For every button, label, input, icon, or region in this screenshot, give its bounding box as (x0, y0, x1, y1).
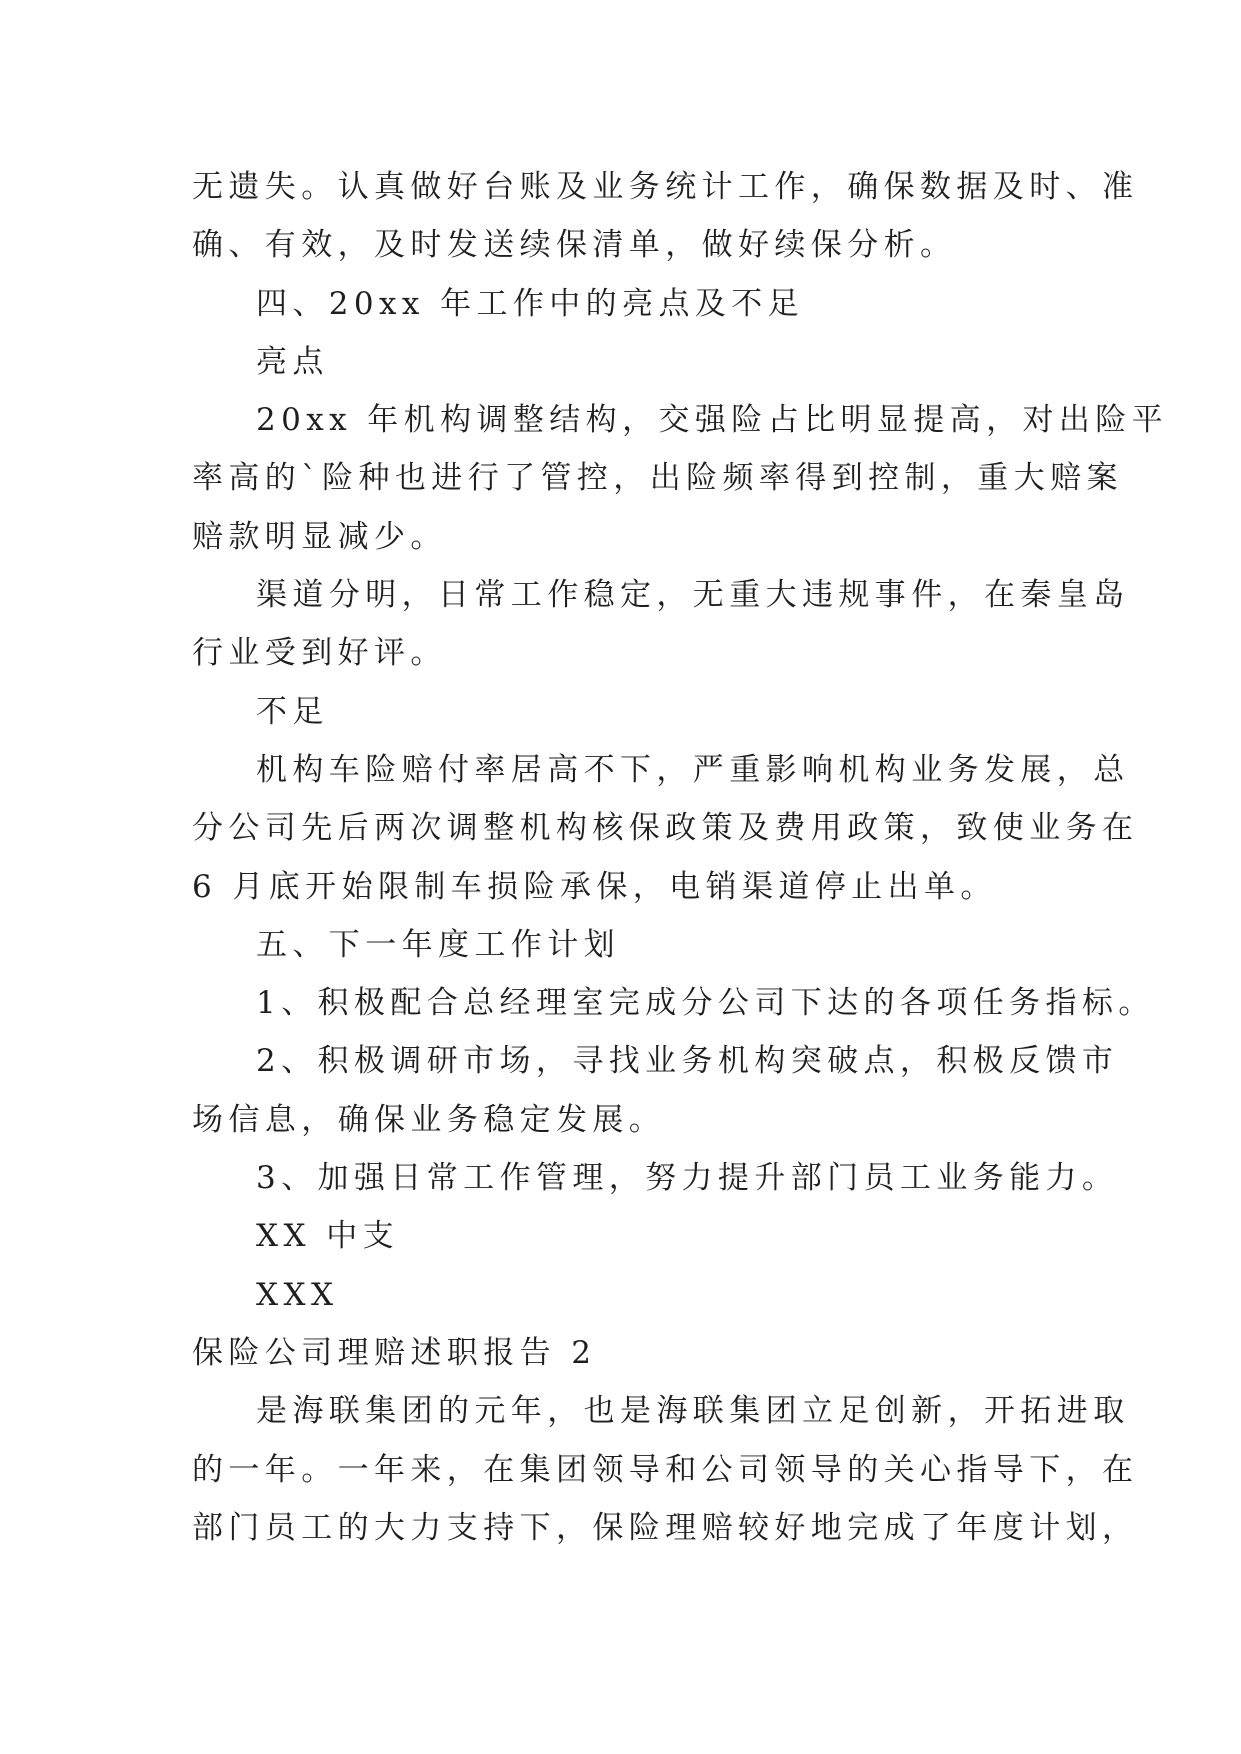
text-line: 部门员工的大力支持下，保险理赔较好地完成了年度计划， (192, 1509, 1139, 1546)
text-line: 20xx 年机构调整结构，交强险占比明显提高，对出险平 (256, 402, 1169, 439)
text-line: 分公司先后两次调整机构核保政策及费用政策，致使业务在 (192, 810, 1139, 847)
text-line: 行业受到好评。 (192, 635, 447, 672)
text-line: 的一年。一年来，在集团领导和公司领导的关心指导下，在 (192, 1451, 1139, 1488)
text-line: 五、下一年度工作计划 (256, 926, 620, 963)
text-line: 2、积极调研市场，寻找业务机构突破点，积极反馈市 (256, 1043, 1119, 1080)
text-line: 渠道分明，日常工作稳定，无重大违规事件，在秦皇岛 (256, 577, 1130, 614)
text-line: 率高的`险种也进行了管控，出险频率得到控制，重大赔案 (192, 460, 1123, 497)
text-line: 1、积极配合总经理室完成分公司下达的各项任务指标。 (256, 985, 1155, 1022)
document-body (192, 158, 1169, 1557)
text-line: XX 中支 (256, 1218, 399, 1255)
text-line: 赔款明显减少。 (192, 518, 447, 555)
text-line: 是海联集团的元年，也是海联集团立足创新，开拓进取 (256, 1393, 1130, 1430)
text-line: 无遗失。认真做好台账及业务统计工作，确保数据及时、准 (192, 169, 1139, 205)
text-line: 不足 (256, 693, 329, 730)
text-line: 保险公司理赔述职报告 2 (192, 1334, 597, 1371)
text-line: 确、有效，及时发送续保清单，做好续保分析。 (192, 227, 957, 264)
text-line: 机构车险赔付率居高不下，严重影响机构业务发展，总 (256, 751, 1130, 788)
text-line: 四、20xx 年工作中的亮点及不足 (256, 285, 805, 322)
text-line: 亮点 (256, 343, 329, 380)
text-line: 3、加强日常工作管理，努力提升部门员工业务能力。 (256, 1160, 1119, 1197)
text-line: 6 月底开始限制车损险承保，电销渠道停止出单。 (192, 868, 997, 905)
text-line: 场信息，确保业务稳定发展。 (192, 1101, 666, 1138)
text-line: XXX (256, 1276, 339, 1313)
